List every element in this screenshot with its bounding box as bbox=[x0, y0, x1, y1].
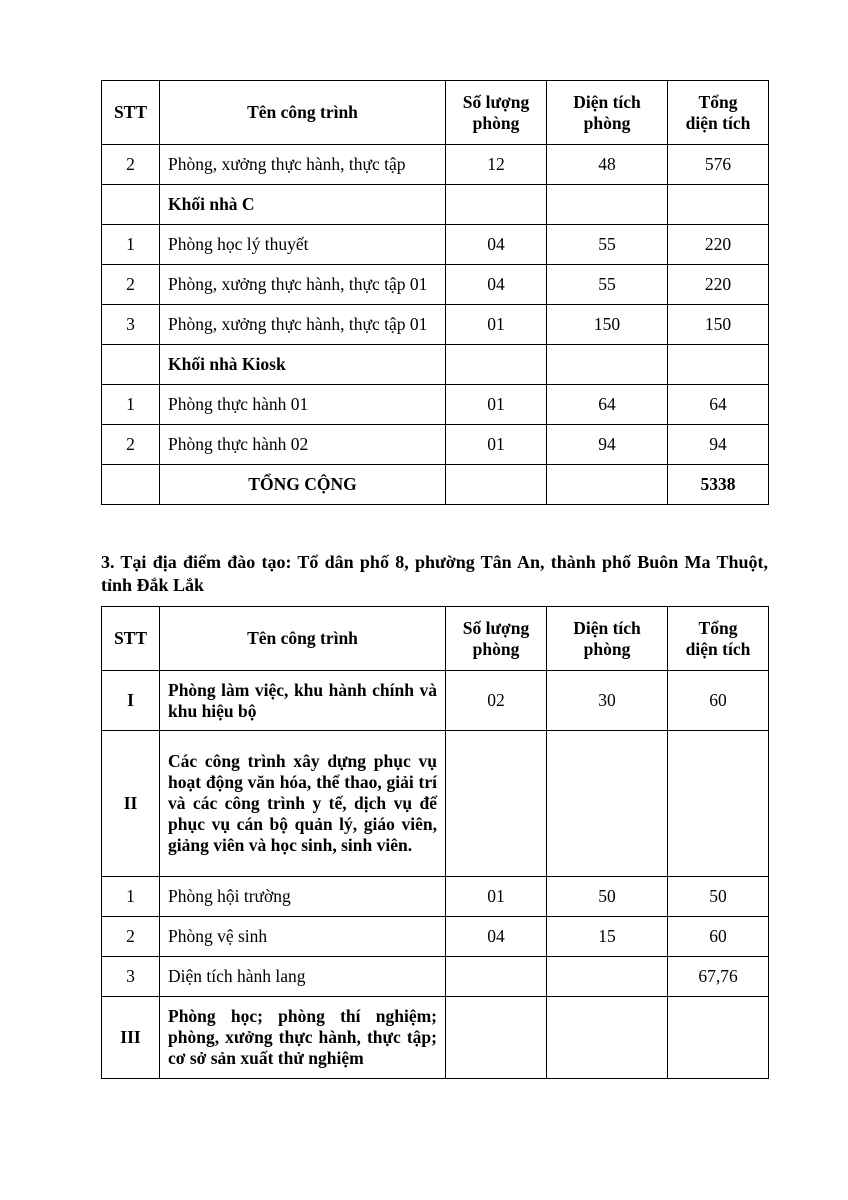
cell-total: 60 bbox=[668, 917, 769, 957]
total-value: 5338 bbox=[668, 465, 769, 505]
cell-qty: 04 bbox=[446, 917, 547, 957]
cell-qty: 01 bbox=[446, 877, 547, 917]
cell-qty: 01 bbox=[446, 305, 547, 345]
cell-qty: 04 bbox=[446, 265, 547, 305]
facilities-table-2 bbox=[101, 606, 769, 1079]
table-row bbox=[102, 225, 769, 265]
cell-stt bbox=[102, 465, 160, 505]
cell-area bbox=[547, 185, 668, 225]
cell-stt bbox=[102, 345, 160, 385]
header-stt: STT bbox=[102, 81, 160, 145]
cell-total: 576 bbox=[668, 145, 769, 185]
header-qty: Số lượng phòng bbox=[446, 81, 547, 145]
cell-area: 64 bbox=[547, 385, 668, 425]
cell-area bbox=[547, 731, 668, 877]
cell-area: 94 bbox=[547, 425, 668, 465]
cell-stt: 2 bbox=[102, 265, 160, 305]
table-row-category bbox=[102, 671, 769, 731]
cell-area: 150 bbox=[547, 305, 668, 345]
cell-name: Phòng hội trường bbox=[160, 877, 446, 917]
table-row bbox=[102, 917, 769, 957]
cell-area: 30 bbox=[547, 671, 668, 731]
cell-total: 94 bbox=[668, 425, 769, 465]
cell-total: 150 bbox=[668, 305, 769, 345]
header-total: Tổng diện tích bbox=[668, 607, 769, 671]
cell-total: 50 bbox=[668, 877, 769, 917]
cell-name: Phòng vệ sinh bbox=[160, 917, 446, 957]
table-row bbox=[102, 265, 769, 305]
table-row bbox=[102, 145, 769, 185]
cell-stt: III bbox=[102, 997, 160, 1079]
cell-stt: I bbox=[102, 671, 160, 731]
cell-area: 55 bbox=[547, 225, 668, 265]
cell-stt: 3 bbox=[102, 957, 160, 997]
table-total-row bbox=[102, 465, 769, 505]
cell-qty: 04 bbox=[446, 225, 547, 265]
header-total: Tổng diện tích bbox=[668, 81, 769, 145]
cell-qty bbox=[446, 465, 547, 505]
cell-stt: 1 bbox=[102, 385, 160, 425]
header-area: Diện tích phòng bbox=[547, 81, 668, 145]
cell-qty bbox=[446, 731, 547, 877]
cell-area bbox=[547, 957, 668, 997]
cell-area bbox=[547, 997, 668, 1079]
section-3-heading: 3. Tại địa điểm đào tạo: Tổ dân phố 8, phường Tân An, thành phố Buôn Ma Thuột, tỉnh Đắk Lắk bbox=[101, 552, 768, 595]
cell-area bbox=[547, 465, 668, 505]
cell-name: Phòng, xưởng thực hành, thực tập 01 bbox=[160, 305, 446, 345]
cell-area: 50 bbox=[547, 877, 668, 917]
cell-total: 67,76 bbox=[668, 957, 769, 997]
table-row bbox=[102, 385, 769, 425]
table-row-category bbox=[102, 731, 769, 877]
cell-stt bbox=[102, 185, 160, 225]
cell-area bbox=[547, 345, 668, 385]
cell-qty bbox=[446, 185, 547, 225]
cell-total: 64 bbox=[668, 385, 769, 425]
table-header-row bbox=[102, 607, 769, 671]
cell-name: Phòng, xưởng thực hành, thực tập bbox=[160, 145, 446, 185]
cell-total: 60 bbox=[668, 671, 769, 731]
cell-name: Phòng thực hành 02 bbox=[160, 425, 446, 465]
cell-total bbox=[668, 731, 769, 877]
cell-qty bbox=[446, 997, 547, 1079]
table-row bbox=[102, 957, 769, 997]
table-header-row bbox=[102, 81, 769, 145]
cell-stt: II bbox=[102, 731, 160, 877]
cell-name: Phòng, xưởng thực hành, thực tập 01 bbox=[160, 265, 446, 305]
header-area: Diện tích phòng bbox=[547, 607, 668, 671]
cell-total bbox=[668, 185, 769, 225]
cell-stt: 3 bbox=[102, 305, 160, 345]
cell-total: 220 bbox=[668, 265, 769, 305]
cell-qty: 01 bbox=[446, 385, 547, 425]
header-stt: STT bbox=[102, 607, 160, 671]
cell-area: 15 bbox=[547, 917, 668, 957]
cell-stt: 1 bbox=[102, 877, 160, 917]
total-label: TỔNG CỘNG bbox=[160, 465, 446, 505]
cell-total: 220 bbox=[668, 225, 769, 265]
cell-total bbox=[668, 997, 769, 1079]
cell-name: Phòng học; phòng thí nghiệm; phòng, xưởng thực hành, thực tập; cơ sở sản xuất thử nghiệm bbox=[160, 997, 446, 1079]
cell-qty: 01 bbox=[446, 425, 547, 465]
header-name: Tên công trình bbox=[160, 81, 446, 145]
table-row-group-heading bbox=[102, 185, 769, 225]
cell-stt: 2 bbox=[102, 425, 160, 465]
cell-name: Các công trình xây dựng phục vụ hoạt động văn hóa, thể thao, giải trí và các công trình y tế, dịch vụ để phục vụ cán bộ quản lý, giáo viên, giảng viên và học sinh, sinh viên. bbox=[160, 731, 446, 877]
cell-stt: 2 bbox=[102, 145, 160, 185]
cell-qty bbox=[446, 345, 547, 385]
header-qty: Số lượng phòng bbox=[446, 607, 547, 671]
cell-stt: 2 bbox=[102, 917, 160, 957]
table-row-group-heading bbox=[102, 345, 769, 385]
cell-area: 48 bbox=[547, 145, 668, 185]
cell-name: Khối nhà Kiosk bbox=[160, 345, 446, 385]
cell-qty: 02 bbox=[446, 671, 547, 731]
cell-name: Phòng làm việc, khu hành chính và khu hiệu bộ bbox=[160, 671, 446, 731]
cell-name: Diện tích hành lang bbox=[160, 957, 446, 997]
table-row bbox=[102, 877, 769, 917]
table-row bbox=[102, 305, 769, 345]
cell-name: Phòng học lý thuyết bbox=[160, 225, 446, 265]
header-name: Tên công trình bbox=[160, 607, 446, 671]
cell-name: Khối nhà C bbox=[160, 185, 446, 225]
cell-total bbox=[668, 345, 769, 385]
cell-area: 55 bbox=[547, 265, 668, 305]
table-row-category bbox=[102, 997, 769, 1079]
facilities-table-1 bbox=[101, 80, 769, 505]
table-row bbox=[102, 425, 769, 465]
cell-name: Phòng thực hành 01 bbox=[160, 385, 446, 425]
cell-qty bbox=[446, 957, 547, 997]
cell-qty: 12 bbox=[446, 145, 547, 185]
cell-stt: 1 bbox=[102, 225, 160, 265]
